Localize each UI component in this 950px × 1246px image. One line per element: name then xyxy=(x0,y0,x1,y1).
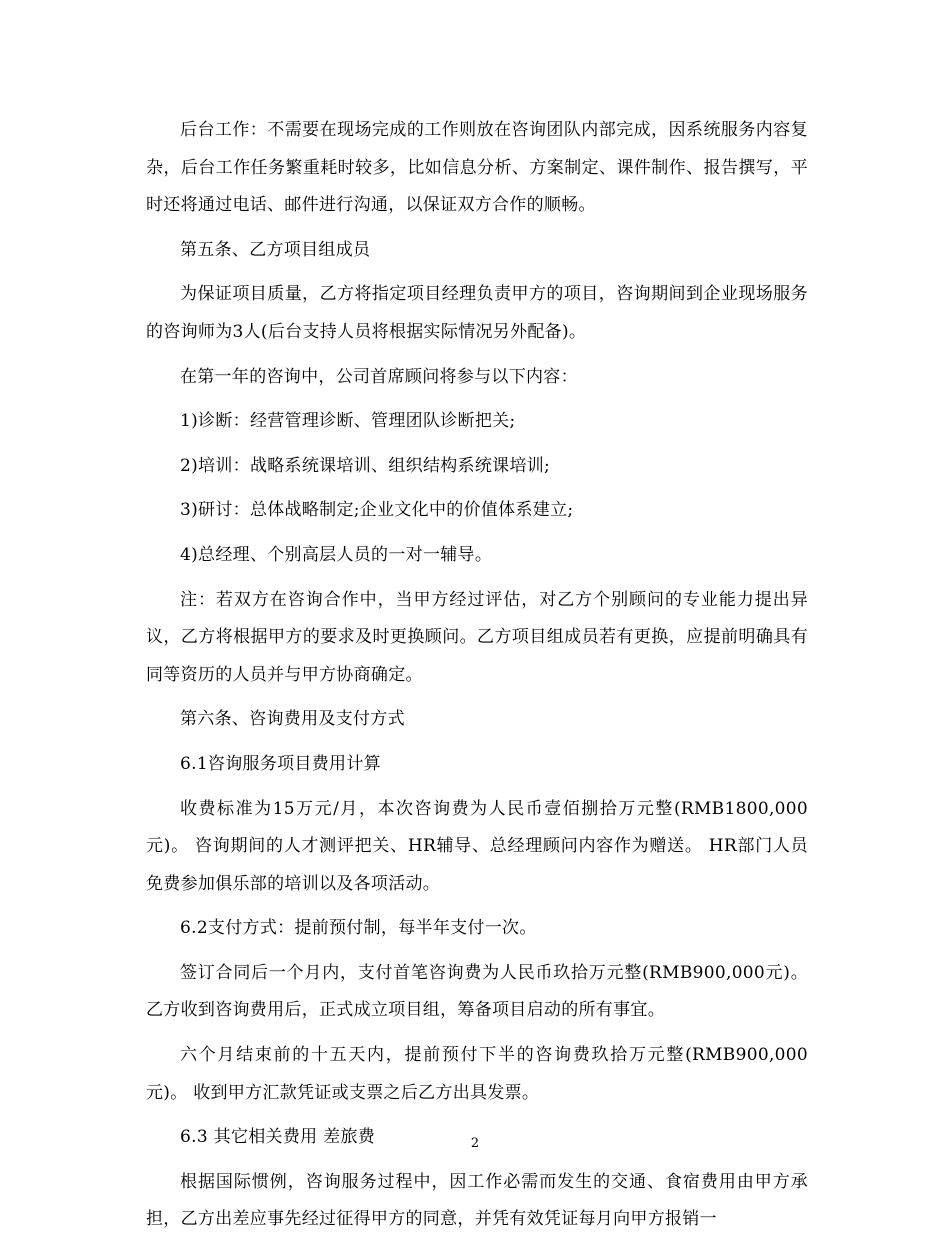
paragraph-first-payment: 签订合同后一个月内，支付首笔咨询费为人民币玖拾万元整(RMB900,000元)。乙方收到咨询费用后，正式成立项目组，筹备项目启动的所有事宜。 xyxy=(146,962,808,1021)
document-body xyxy=(146,112,808,1246)
heading-article-5: 第五条、乙方项目组成员 xyxy=(180,239,371,260)
list-item-coaching: 4)总经理、个别高层人员的一对一辅导。 xyxy=(180,544,493,565)
paragraph-fee-standard: 收费标准为15万元/月，本次咨询费为人民币壹佰捌拾万元整(RMB1800,000元)。 咨询期间的人才测评把关、HR辅导、总经理顾问内容作为赠送。 HR部门人员免费参加俱乐部的培训以及各项活动。 xyxy=(146,798,808,894)
heading-section-6-2: 6.2支付方式：提前预付制，每半年支付一次。 xyxy=(180,918,537,939)
paragraph-backend-work: 后台工作：不需要在现场完成的工作则放在咨询团队内部完成，因系统服务内容复杂，后台工作任务繁重耗时较多，比如信息分析、方案制定、课件制作、报告撰写，平时还将通过电话、邮件进行沟通，以保证双方合作的顺畅。 xyxy=(146,120,808,216)
heading-section-6-1: 6.1咨询服务项目费用计算 xyxy=(180,753,381,774)
list-item-training: 2)培训：战略系统课培训、组织结构系统课培训; xyxy=(180,455,551,476)
list-item-research: 3)研讨：总体战略制定;企业文化中的价值体系建立; xyxy=(180,500,574,521)
page-number: 2 xyxy=(470,1136,480,1151)
paragraph-second-payment: 六个月结束前的十五天内，提前预付下半的咨询费玖拾万元整(RMB900,000元)。 收到甲方汇款凭证或支票之后乙方出具发票。 xyxy=(146,1045,808,1103)
paragraph-travel-expenses: 根据国际惯例，咨询服务过程中，因工作必需而发生的交通、食宿费用由甲方承担，乙方出差应事先经过征得甲方的同意，并凭有效凭证每月向甲方报销一 xyxy=(146,1171,808,1230)
heading-section-6-3: 6.3 其它相关费用 差旅费 xyxy=(180,1127,376,1148)
paragraph-project-quality: 为保证项目质量，乙方将指定项目经理负责甲方的项目，咨询期间到企业现场服务的咨询师为3人(后台支持人员将根据实际情况另外配备)。 xyxy=(146,284,808,342)
paragraph-first-year: 在第一年的咨询中，公司首席顾问将参与以下内容： xyxy=(180,366,578,387)
paragraph-note: 注：若双方在咨询合作中，当甲方经过评估，对乙方个别顾问的专业能力提出异议，乙方将根据甲方的要求及时更换顾问。乙方项目组成员若有更换，应提前明确具有同等资历的人员并与甲方协商确定。 xyxy=(146,589,808,685)
list-item-diagnosis: 1)诊断：经营管理诊断、管理团队诊断把关; xyxy=(180,411,516,432)
heading-article-6: 第六条、咨询费用及支付方式 xyxy=(180,709,405,730)
